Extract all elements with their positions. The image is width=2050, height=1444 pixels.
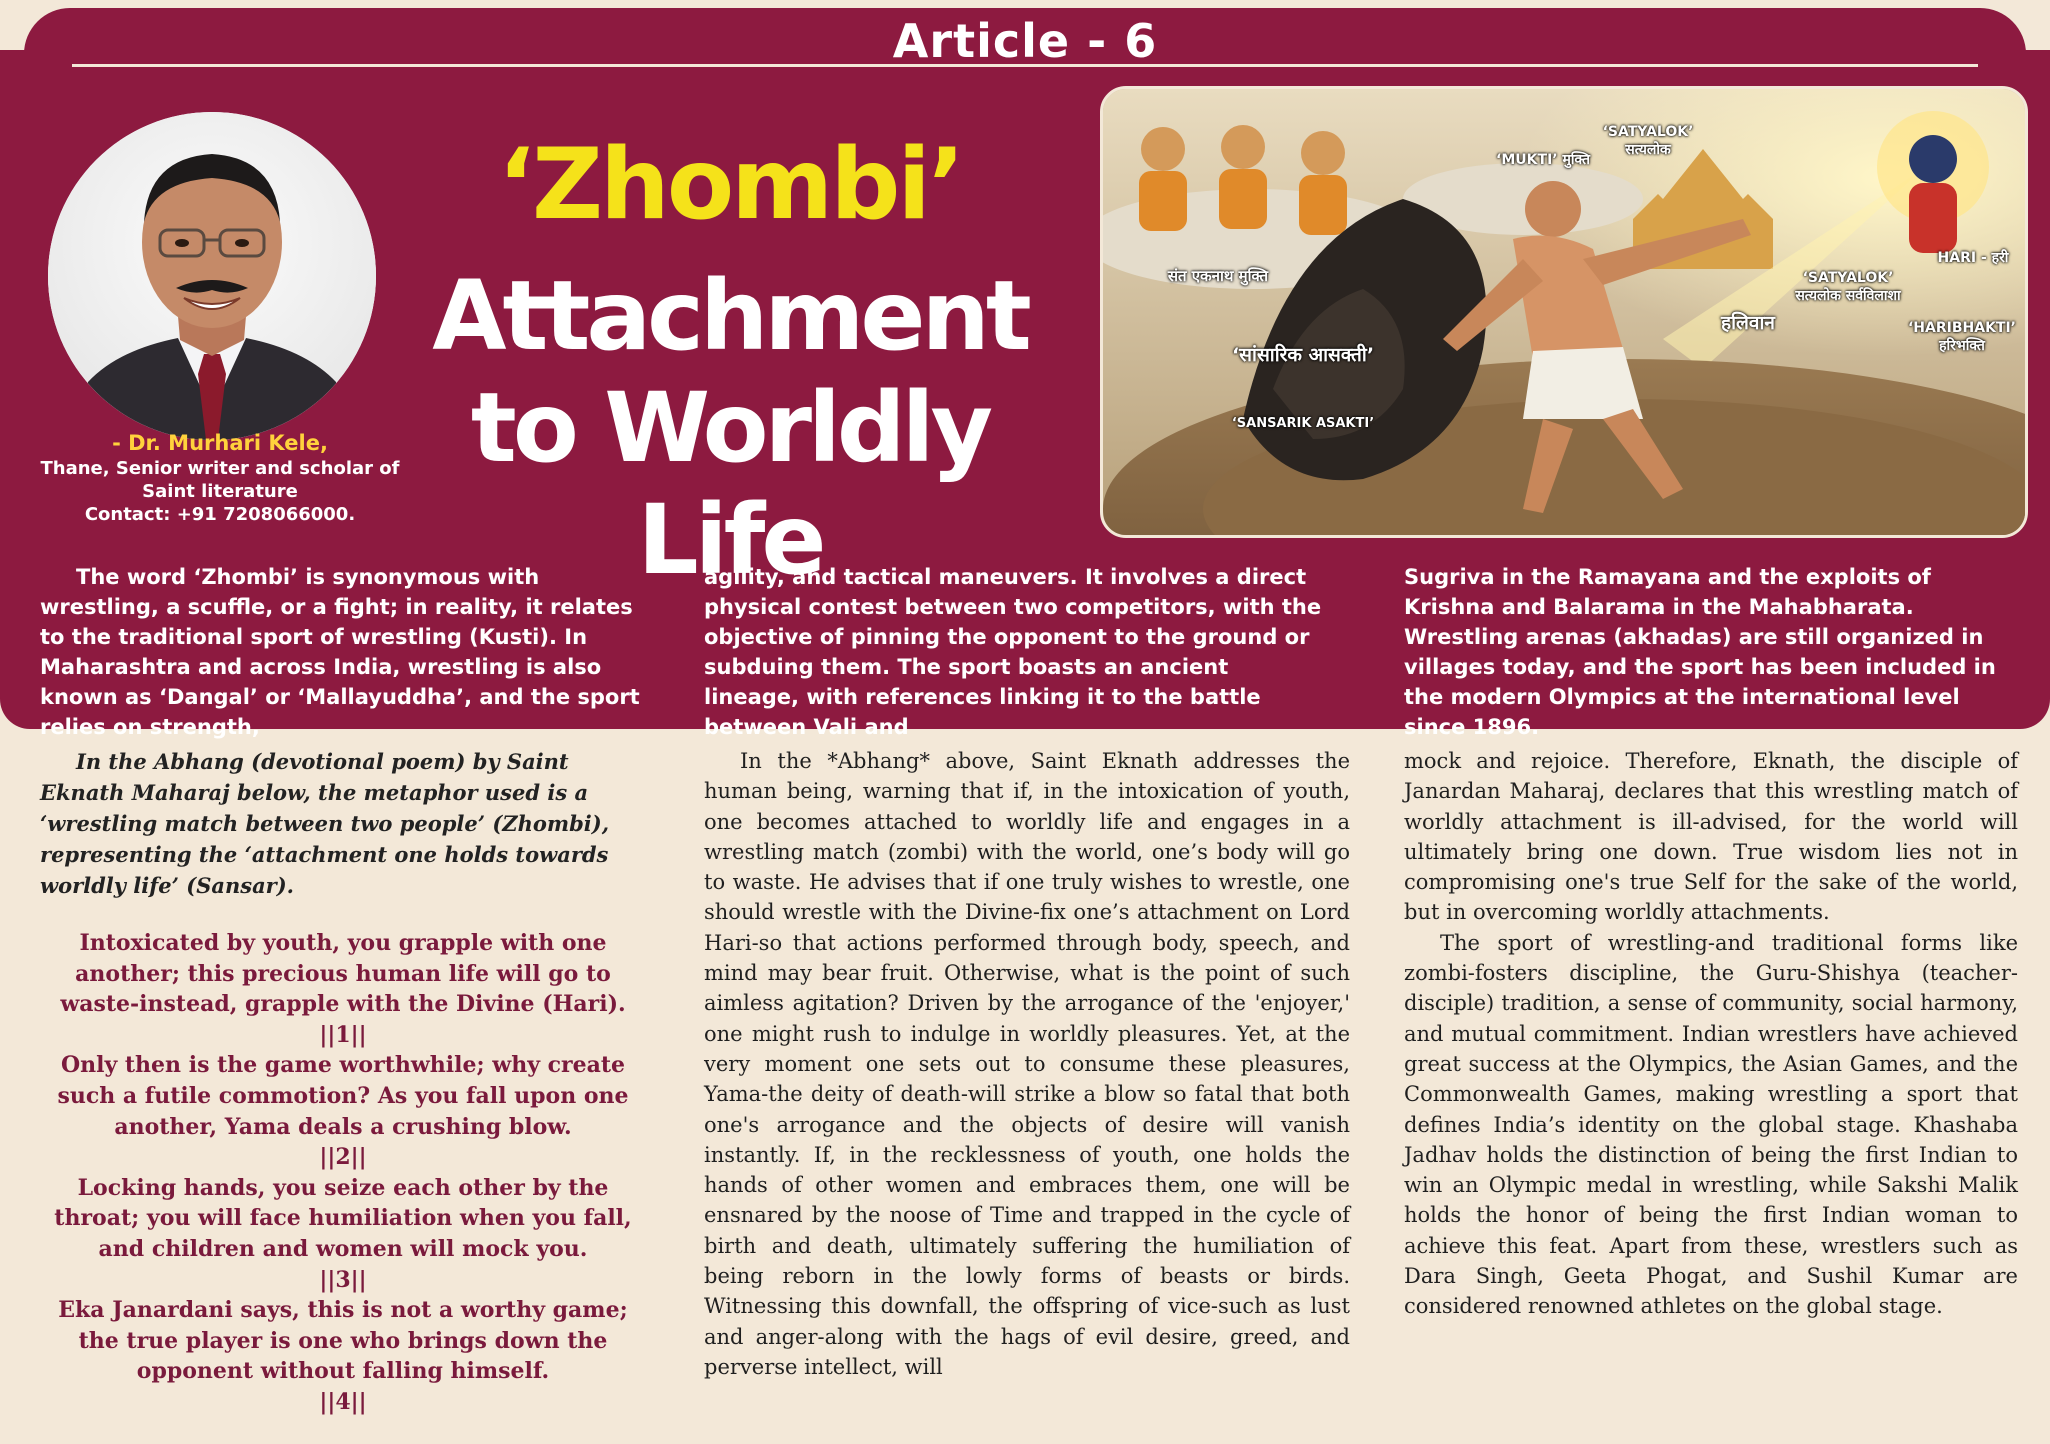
author-byline	[40, 430, 400, 526]
intro-column-3	[1404, 562, 2028, 742]
abhang-verse-3: Locking hands, you seize each other by the throat; you will face humiliation when you fall, and children and women will mock you.	[54, 1174, 632, 1262]
intro-column-1	[40, 562, 664, 742]
label-mukti: ‘MUKTI’ मुक्ति	[1496, 152, 1590, 168]
abhang-verses	[36, 928, 650, 1418]
wrestling-illustration	[1100, 86, 2028, 538]
abhang-verse-1: Intoxicated by youth, you grapple with one another; this precious human life will go to waste-instead, grapple with the Divine (Hari).	[60, 930, 626, 1018]
abhang-lead-text: In the Abhang (devotional poem) by Saint Eknath Maharaj below, the metaphor used is a ‘wrestling match between two people’ (Zhombi), representing the ‘attachment one holds towards worldly life’ (Sansar).	[40, 749, 610, 898]
label-sant-eknath: संत एकनाथ मुक्ति	[1167, 267, 1269, 285]
abhang-verse-2-number: ||2||	[319, 1144, 367, 1171]
label-satyalok-top: ‘SATYALOK’ सत्यलोक	[1602, 124, 1694, 158]
author-photo	[48, 112, 376, 440]
label-halivan: हलिवान	[1721, 312, 1775, 334]
label-sansarik-hindi: ‘सांसारिक आसक्ती’	[1231, 344, 1375, 366]
abhang-verse-4-number: ||4||	[319, 1388, 367, 1415]
abhang-verse-2: Only then is the game worthwhile; why create such a futile commotion? As you fall upon one another, Yama deals a crushing blow.	[57, 1052, 629, 1140]
intro-column-2	[704, 562, 1328, 742]
body-column-3	[1404, 746, 2018, 1322]
body-paragraph-3a: mock and rejoice. Therefore, Eknath, the disciple of Janardan Maharaj, declares that this wrestling match of worldly attachment is ill-advised, for the world will ultimately bring one down. True wisdom lies not in compromising one's true Self for the sake of the world, but in overcoming worldly attachments.	[1404, 749, 2018, 925]
author-portrait-image	[48, 112, 376, 440]
label-hari: HARI - हरी	[1937, 250, 2009, 266]
abhang-lead	[40, 746, 640, 901]
abhang-verse-3-number: ||3||	[319, 1266, 367, 1293]
article-number-title: Article - 6	[892, 14, 1158, 68]
label-sansarik-asakti: ‘SANSARIK ASAKTI’	[1231, 416, 1375, 431]
author-bio: Thane, Senior writer and scholar of Saint literature	[40, 458, 400, 502]
author-contact: Contact: +91 7208066000.	[84, 504, 356, 525]
body-column-2	[704, 746, 1350, 1382]
body-paragraph-2: In the *Abhang* above, Saint Eknath addresses the human being, warning that if, in the intoxication of youth, one becomes attached to worldly life and engages in a wrestling match (zombi) with the world, one’s body will go to waste. He advises that if one truly wishes to wrestle, one should wrestle with the Divine-fix one’s attachment on Lord Hari-so that actions performed through body, speech, and mind may bear fruit. Otherwise, what is the point of such aimless agitation? Driven by the arrogance of the 'enjoyer,' one might rush to indulge in worldly pleasures. Yet, at the very moment one sets out to consume these pleasures, Yama-the deity of death-will strike a blow so fatal that both one's arrogance and the objects of desire will vanish instantly. If, in the recklessness of youth, one holds the hands of other women and embraces them, one will be ensnared by the noose of Time and trapped in the cycle of birth and death, ultimately suffering the humiliation of being reborn in the lowly forms of beasts or birds. Witnessing this downfall, the offspring of vice-such as lust and anger-along with the hags of evil desire, greed, and perverse intellect, will	[704, 749, 1350, 1379]
author-name: - Dr. Murhari Kele,	[112, 431, 328, 455]
abhang-verse-1-number: ||1||	[319, 1021, 367, 1048]
label-satyalok-mid: ‘SATYALOK’ सत्यलोक सर्वविलाशा	[1795, 270, 1901, 304]
intro-paragraph-2: agility, and tactical maneuvers. It involves a direct physical contest between two competitors, with the objective of pinning the opponent to the ground or subduing them. The sport boasts an ancient lineage, with references linking it to the battle between Vali and	[704, 565, 1322, 739]
abhang-verse-4: Eka Janardani says, this is not a worthy game; the true player is one who brings down the opponent without falling himself.	[58, 1297, 628, 1385]
intro-paragraph-3: Sugriva in the Ramayana and the exploits of Krishna and Balarama in the Mahabharata. Wrestling arenas (akhadas) are still organized in villages today, and the sport has been included in the modern Olympics at the international level since 1896.	[1404, 565, 1996, 739]
headline-subtitle: Attachment to Worldly Life	[432, 260, 1028, 596]
headline-zhombi: ‘Zhombi’	[497, 128, 963, 242]
label-haribhakti: ‘HARIBHAKTI’ हरिभक्ति	[1907, 320, 2016, 354]
intro-paragraph-1: The word ‘Zhombi’ is synonymous with wrestling, a scuffle, or a fight; in reality, it relates to the traditional sport of wrestling (Kusti). In Maharashtra and across India, wrestling is also known as ‘Dangal’ or ‘Mallayuddha’, and the sport relies on strength,	[40, 565, 640, 739]
body-paragraph-3b: The sport of wrestling-and traditional forms like zombi-fosters discipline, the Guru-Shishya (teacher-disciple) tradition, a sense of community, social harmony, and mutual commitment. Indian wrestlers have achieved great success at the Olympics, the Asian Games, and the Commonwealth Games, making wrestling a sport that defines India’s identity on the global stage. Khashaba Jadhav holds the distinction of being the first Indian to win an Olympic medal in wrestling, while Sakshi Malik holds the honor of being the first Indian woman to achieve this feat. Apart from these, wrestlers such as Dara Singh, Geeta Phogat, and Sushil Kumar are considered renowned athletes on the global stage.	[1404, 930, 2018, 1319]
